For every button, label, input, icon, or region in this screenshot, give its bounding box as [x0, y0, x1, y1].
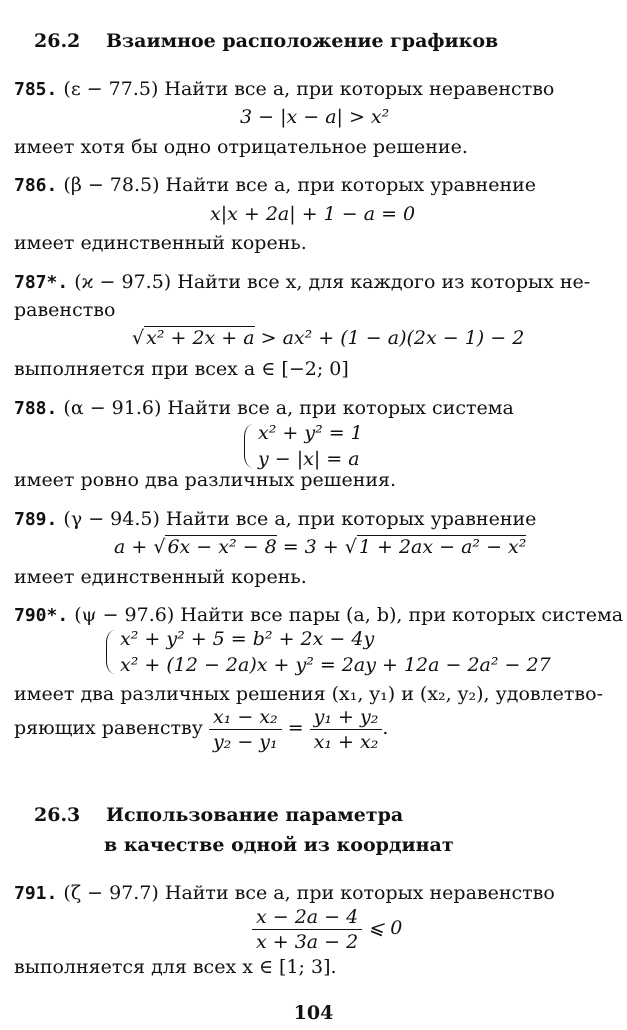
sqrt-radicand-1: 6x − x² − 8 — [167, 536, 277, 558]
problem-791-intro — [14, 882, 555, 905]
problem-787-formula — [132, 327, 524, 349]
system-line-2: y − |x| = a — [258, 448, 360, 470]
sqrt-sign: √ — [344, 536, 357, 558]
sqrt-radicand-2: 1 + 2ax − a² − x² — [358, 536, 527, 558]
problem-786-outro: имеет единственный корень. — [14, 232, 307, 254]
problem-791-formula — [252, 904, 402, 953]
section-heading-26-3 — [34, 804, 403, 826]
problem-number: 786. — [14, 175, 58, 196]
problem-791-outro: выполняется для всех x ∈ [1; 3]. — [14, 956, 337, 978]
problem-786-intro — [14, 174, 536, 197]
problem-text: (ζ − 97.7) Найти все a, при которых неравенство — [63, 882, 555, 904]
problem-number: 789. — [14, 509, 58, 530]
problem-text: (γ − 94.5) Найти все a, при которых уравнение — [63, 508, 537, 530]
formula-mid: = 3 + — [276, 536, 345, 558]
section-title: Использование параметра — [106, 804, 404, 826]
problem-790-system — [120, 626, 551, 678]
problem-785-formula: 3 − |x − a| > x² — [240, 106, 390, 128]
sqrt-sign: √ — [153, 536, 166, 558]
numerator: y₁ + y₂ — [310, 706, 383, 730]
formula-left: a + — [114, 536, 154, 558]
numerator: x − 2a − 4 — [252, 906, 362, 930]
problem-789-intro — [14, 508, 536, 531]
section-title: Взаимное расположение графиков — [106, 30, 499, 52]
problem-788-system — [258, 420, 363, 472]
problem-787-outro: выполняется при всех a ∈ [−2; 0] — [14, 358, 349, 380]
numerator: x₁ − x₂ — [209, 706, 282, 730]
denominator: x + 3a − 2 — [256, 930, 359, 953]
fraction — [252, 906, 362, 953]
fraction-1 — [209, 706, 282, 753]
problem-text: (ε − 77.5) Найти все a, при которых неравенство — [63, 78, 555, 100]
problem-number: 787*. — [14, 272, 69, 293]
problem-790-equality — [14, 704, 388, 753]
system-line-1: x² + y² = 1 — [258, 422, 363, 444]
problem-787-intro-cont: равенство — [14, 299, 116, 321]
problem-790-intro — [14, 604, 623, 627]
problem-text: (α − 91.6) Найти все a, при которых система — [63, 397, 514, 419]
problem-789-formula — [114, 536, 526, 558]
fraction-2 — [310, 706, 383, 753]
page-number: 104 — [293, 1002, 334, 1024]
problem-text: (ψ − 97.6) Найти все пары (a, b), при которых система — [74, 604, 624, 626]
problem-785-outro: имеет хотя бы одно отрицательное решение. — [14, 136, 468, 158]
section-number: 26.3 — [34, 804, 81, 826]
problem-785-intro — [14, 78, 554, 101]
problem-790-outro: имеет два различных решения (x₁, y₁) и (x₂, y₂), удовлетво- — [14, 683, 603, 705]
sqrt-sign: √ — [132, 327, 145, 349]
relation: ⩽ 0 — [368, 917, 403, 939]
formula-rest: > ax² + (1 − a)(2x − 1) − 2 — [254, 327, 525, 349]
problem-788-outro: имеет ровно два различных решения. — [14, 469, 397, 491]
problem-text: (β − 78.5) Найти все a, при которых уравнение — [63, 174, 537, 196]
period: . — [382, 717, 389, 739]
system-line-2: x² + (12 − 2a)x + y² = 2ay + 12a − 2a² − 27 — [120, 654, 551, 676]
problem-786-formula: x|x + 2a| + 1 − a = 0 — [210, 203, 416, 225]
problem-text: ряющих равенству — [14, 717, 203, 739]
problem-number: 785. — [14, 79, 58, 100]
section-number: 26.2 — [34, 30, 81, 52]
section-heading-26-2 — [34, 30, 498, 52]
problem-number: 790*. — [14, 605, 69, 626]
sqrt-radicand: x² + 2x + a — [146, 327, 255, 349]
problem-number: 791. — [14, 883, 58, 904]
equals-sign: = — [287, 717, 304, 739]
problem-text: (ϰ − 97.5) Найти все x, для каждого из которых не- — [74, 271, 591, 293]
problem-number: 788. — [14, 398, 58, 419]
denominator: y₂ − y₁ — [212, 730, 278, 753]
section-heading-26-3-cont: в качестве одной из координат — [104, 834, 454, 856]
problem-789-outro: имеет единственный корень. — [14, 566, 307, 588]
problem-787-intro — [14, 271, 590, 294]
denominator: x₁ + x₂ — [313, 730, 379, 753]
system-line-1: x² + y² + 5 = b² + 2x − 4y — [120, 628, 375, 650]
problem-788-intro — [14, 397, 514, 420]
